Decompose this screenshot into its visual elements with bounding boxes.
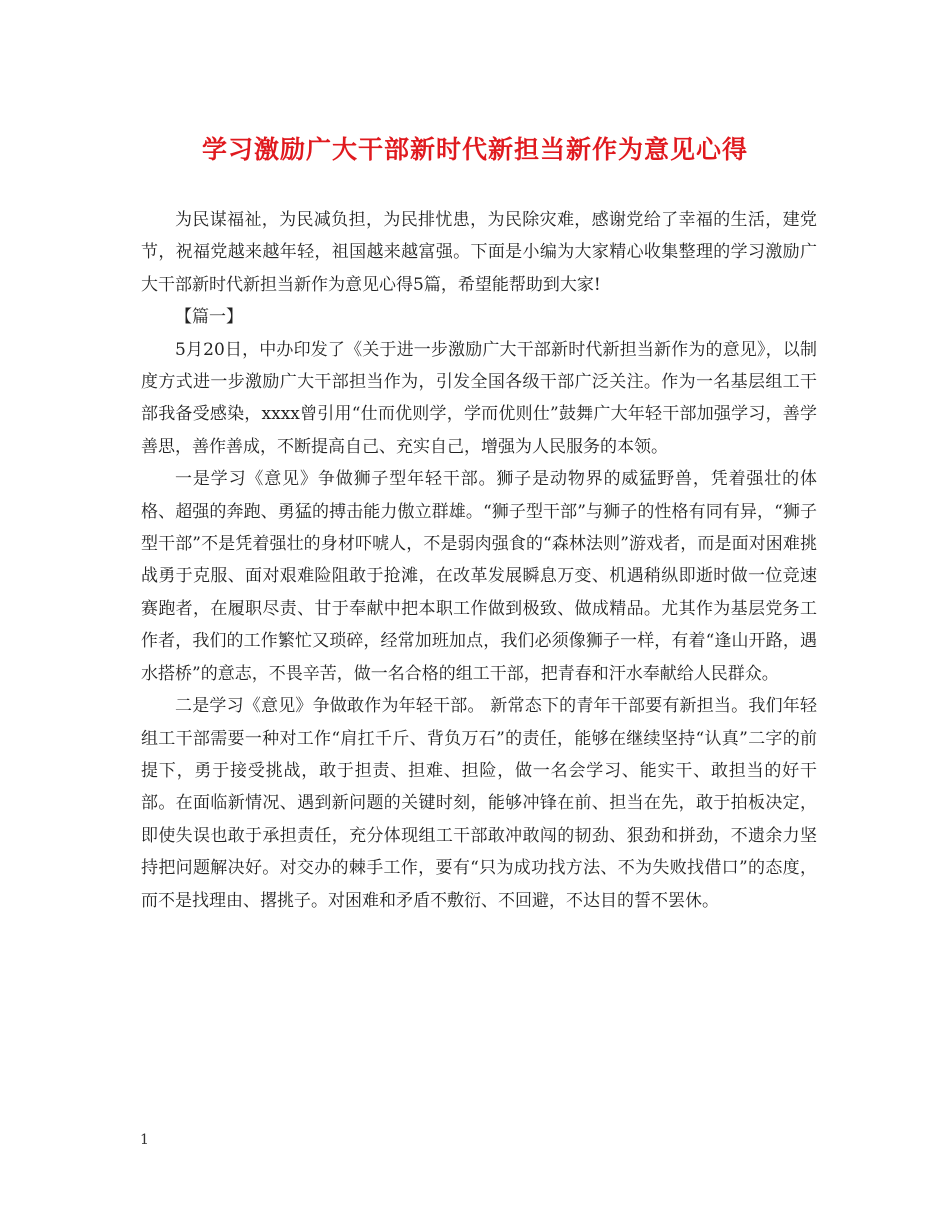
paragraph-3: 二是学习《意见》争做敢作为年轻干部。 新常态下的青年干部要有新担当。我们年轻组工干部需要一种对工作“肩扛千斤、背负万石”的责任，能够在继续坚持“认真”二字的前提下，勇于接受挑战，敢于担责、担难、担险，做一名会学习、能实干、敢担当的好干部。在面临新情况、遇到新问题的关键时刻，能够冲锋在前、担当在先，敢于拍板决定，即使失误也敢于承担责任，充分体现组工干部敢冲敢闯的韧劲、狠劲和拼劲，不遗余力坚持把问题解决好。对交办的棘手工作，要有“只为成功找方法、不为失败找借口”的态度，而不是找理由、撂挑子。对困难和矛盾不敷衍、不回避，不达目的誓不罢休。 bbox=[141, 696, 817, 911]
paragraph-intro: 为民谋福祉，为民减负担，为民排忧患，为民除灾难，感谢党给了幸福的生活，建党节，祝福党越来越年轻，祖国越来越富强。下面是小编为大家精心收集整理的学习激励广大干部新时代新担当新作为意见心得5篇，希望能帮助到大家! bbox=[141, 210, 817, 295]
page-number: 1 bbox=[140, 1132, 149, 1148]
document-body bbox=[141, 204, 817, 917]
paragraph-1: 5月20日，中办印发了《关于进一步激励广大干部新时代新担当新作为的意见》，以制度方式进一步激励广大干部担当作为，引发全国各级干部广泛关注。作为一名基层组工干部我备受感染，xxxx曾引用“仕而优则学，学而优则仕”鼓舞广大年轻干部加强学习，善学善思，善作善成，不断提高自己、充实自己，增强为人民服务的本领。 bbox=[141, 339, 817, 457]
paragraph-2: 一是学习《意见》争做狮子型年轻干部。狮子是动物界的威猛野兽，凭着强壮的体格、超强的奔跑、勇猛的搏击能力傲立群雄。“狮子型干部”与狮子的性格有同有异，“狮子型干部”不是凭着强壮的身材吓唬人，不是弱肉强食的“森林法则”游戏者，而是面对困难挑战勇于克服、面对艰难险阻敢于抢滩，在改革发展瞬息万变、机遇稍纵即逝时做一位竞速赛跑者，在履职尽责、甘于奉献中把本职工作做到极致、做成精品。尤其作为基层党务工作者，我们的工作繁忙又琐碎，经常加班加点，我们必须像狮子一样，有着“逢山开路，遇水搭桥”的意志，不畏辛苦，做一名合格的组工干部，把青春和汗水奉献给人民群众。 bbox=[141, 469, 817, 684]
section-heading: 【篇一】 bbox=[175, 307, 243, 328]
document-title: 学习激励广大干部新时代新担当新作为意见心得 bbox=[201, 135, 748, 164]
